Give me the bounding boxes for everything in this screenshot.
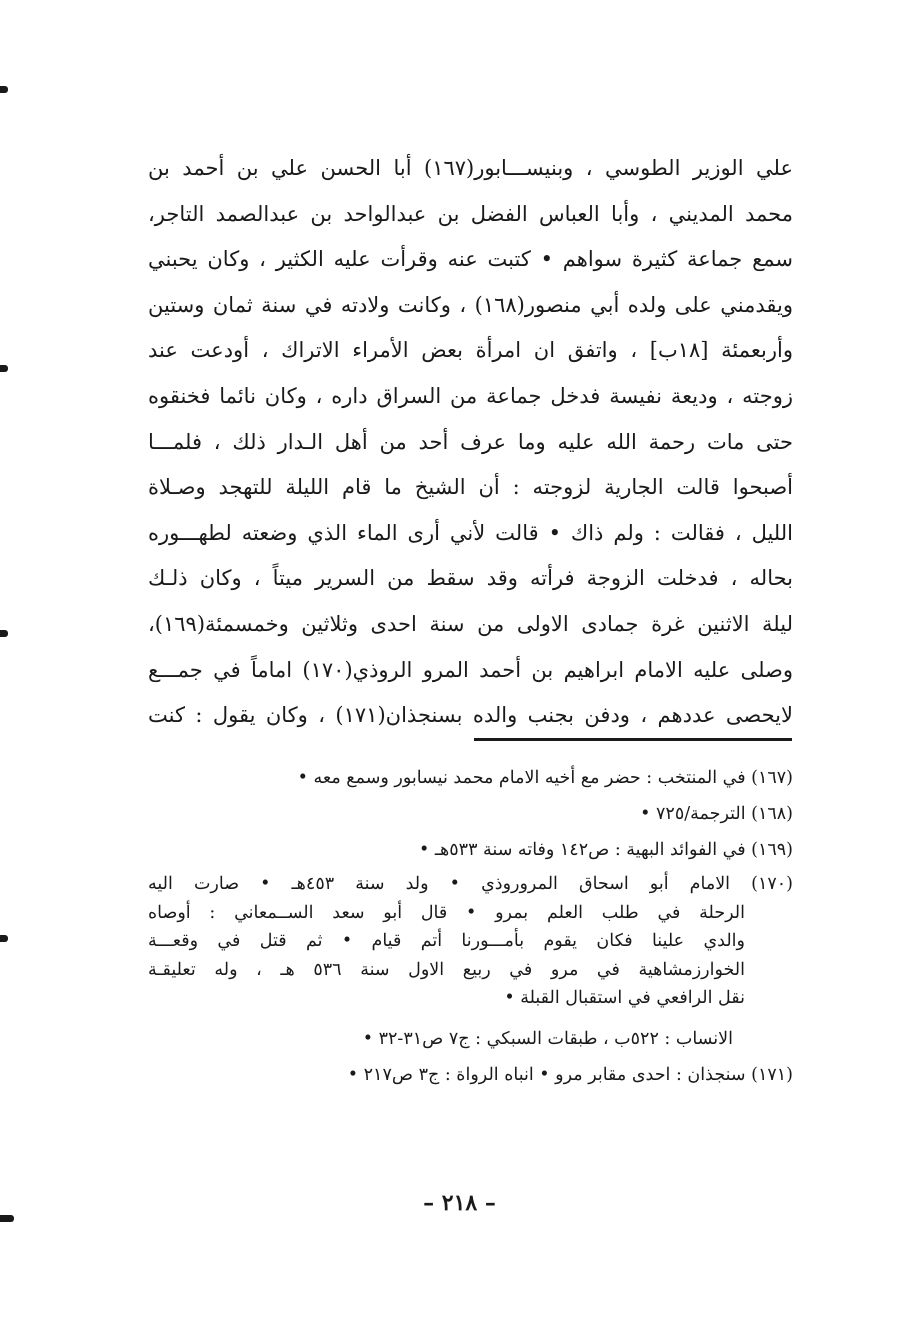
scan-edge-mark <box>0 1215 14 1222</box>
footnote-line: الرحلة في طلب العلم بمرو • قال أبو سعد الســمعاني : أوصاه <box>148 902 745 923</box>
main-text <box>148 146 793 739</box>
text-line: محمد المديني ، وأبا العباس الفضل بن عبدالواحد بن عبدالصمد التاجر، <box>148 201 793 226</box>
footnote-168: (١٦٨) الترجمة/٧٢٥ • <box>640 804 793 824</box>
text-line: حتى مات رحمة الله عليه وما عرف أحد من أهل الـدار ذلك ، فلمـــا <box>148 429 793 454</box>
footnote-line: نقل الرافعي في استقبال القبلة • <box>504 988 745 1008</box>
text-line: بحاله ، فدخلت الزوجة فرأته وقد سقط من السرير ميتاً ، وكان ذلـك <box>148 566 793 591</box>
footnote-171: (١٧١) سنجذان : احدى مقابر مرو • انباه الرواة : ج٣ ص٢١٧ • <box>347 1064 793 1085</box>
footnotes <box>148 760 793 1093</box>
footnote-170-sources: الانساب : ٥٢٢ب ، طبقات السبكي : ج٧ ص٣١-٣٢ • <box>362 1028 733 1049</box>
footnote-169: (١٦٩) في الفوائد البهية : ص١٤٢ وفاته سنة ٥٣٣هـ • <box>419 840 793 860</box>
scan-edge-mark <box>0 630 8 637</box>
footnote-line: (١٧٠) الامام أبو اسحاق المروروذي • ولد سنة ٤٥٣هـ • صارت اليه <box>148 874 793 894</box>
text-line: وصلى عليه الامام ابراهيم بن أحمد المرو الروذي(١٧٠) اماماً في جمـــع <box>148 657 793 682</box>
scan-edge-mark <box>0 86 8 93</box>
text-line: ويقدمني على ولده أبي منصور(١٦٨) ، وكانت ولادته في سنة ثمان وستين <box>148 292 793 317</box>
text-line: لايحصى عددهم ، ودفن بجنب والده بسنجذان(١٧١) ، وكان يقول : كنت <box>148 703 793 728</box>
footnote-170 <box>148 870 793 1013</box>
scan-edge-mark <box>0 935 8 942</box>
text-line: أصبحوا قالت الجارية لزوجته : أن الشيخ ما قام الليلة للتهجد وصـلاة <box>148 475 793 500</box>
footnote-line: والدي علينا فكان يقوم بأمـــورنا أتم قيام • ثم قتل في وقعـــة <box>148 931 745 951</box>
footnote-167: (١٦٧) في المنتخب : حضر مع أخيه الامام محمد نيسابور وسمع معه • <box>297 768 793 788</box>
page-number: – ٢١٨ – <box>423 1190 496 1216</box>
text-line: زوجته ، وديعة نفيسة فدخل جماعة من السراق داره ، وكان نائما فخنقوه <box>148 383 793 408</box>
text-line: وأربعمئة [١٨ب] ، واتفق ان امرأة بعض الأمراء الاتراك ، أودعت عند <box>148 338 793 363</box>
text-line: علي الوزير الطوسي ، وبنيســـابور(١٦٧) أبا الحسن علي بن أحمد بن <box>148 156 793 180</box>
text-line: ليلة الاثنين غرة جمادى الاولى من سنة احدى وثلاثين وخمسمئة(١٦٩)، <box>148 611 793 636</box>
text-line: سمع جماعة كثيرة سواهم • كتبت عنه وقرأت عليه الكثير ، وكان يحبني <box>148 247 793 272</box>
text-line: الليل ، فقالت : ولم ذاك • قالت لأني أرى الماء الذي وضعته لطهـــوره <box>148 520 793 545</box>
footnote-divider <box>474 738 792 741</box>
scan-edge-mark <box>0 365 8 372</box>
footnote-line: الخوارزمشاهية في مرو في ربيع الاول سنة ٥٣٦ هـ ، وله تعليقـة <box>148 959 746 980</box>
